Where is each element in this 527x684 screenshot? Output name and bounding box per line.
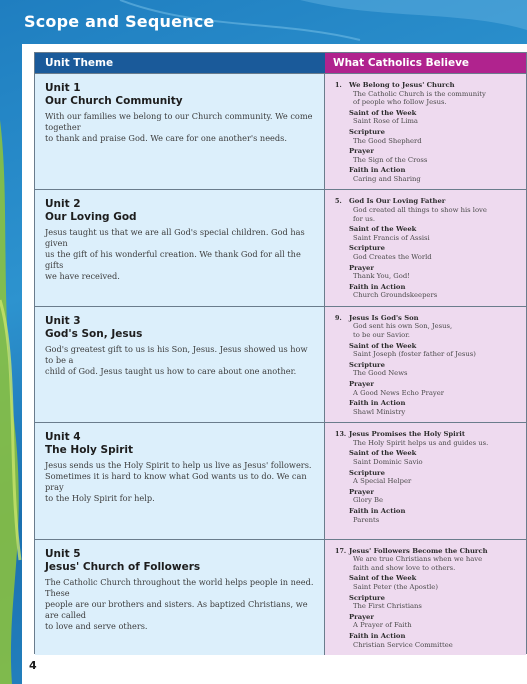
content-panel <box>22 44 527 684</box>
lesson <box>335 314 520 417</box>
lesson-body <box>349 547 520 650</box>
header-unit-theme: Unit Theme <box>35 53 325 73</box>
lesson-desc-line: God created all things to show his love <box>353 205 487 214</box>
prayer-label: Prayer <box>349 147 374 156</box>
lesson-body <box>349 81 520 184</box>
unit-number: Unit 3 <box>45 314 81 327</box>
desc-line: God's greatest gift to us is his Son, Jesus. Jesus showed us how to be a <box>45 343 308 365</box>
scripture-value: The Good Shepherd <box>353 136 422 145</box>
desc-line: Jesus sends us the Holy Spirit to help us live as Jesus' followers. <box>45 460 312 471</box>
table-row <box>35 422 526 538</box>
desc-line: Sometimes it is hard to know what God wants us to do. We can pray <box>45 471 307 493</box>
lesson <box>335 547 520 650</box>
scripture-value: A Special Helper <box>353 477 412 486</box>
lesson-body <box>349 197 520 300</box>
prayer-label: Prayer <box>349 379 374 388</box>
lesson-desc-line: faith and show love to others. <box>353 563 456 572</box>
page-number: 4 <box>29 659 37 672</box>
desc-line: to love and serve others. <box>45 620 148 631</box>
believe-cell <box>325 540 526 655</box>
lesson-desc-line: for us. <box>353 214 376 223</box>
desc-line: child of God. Jesus taught us how to care about one another. <box>45 365 297 376</box>
desc-line: us the gift of his wonderful creation. We thank God for all the gifts <box>45 249 301 271</box>
unit-number: Unit 5 <box>45 547 81 560</box>
unit-theme-cell <box>35 74 325 189</box>
desc-line: we have received. <box>45 271 120 282</box>
saint-value: Saint Rose of Lima <box>353 117 418 126</box>
believe-cell <box>325 307 526 422</box>
unit-number: Unit 2 <box>45 198 81 211</box>
lesson <box>335 430 520 524</box>
lesson-title: Jesus Is God's Son <box>349 313 419 322</box>
lesson-title: Jesus Promises the Holy Spirit <box>349 430 466 439</box>
lesson-number: 13. <box>335 430 347 439</box>
desc-line: The Catholic Church throughout the world helps people in need. These <box>45 576 314 598</box>
faith-label: Faith in Action <box>349 631 406 640</box>
unit-number: Unit 4 <box>45 431 81 444</box>
table-row <box>35 73 526 189</box>
prayer-label: Prayer <box>349 487 374 496</box>
lesson-desc-line: The Holy Spirit helps us and guides us. <box>353 438 489 447</box>
unit-name: Our Church Community <box>45 95 183 107</box>
unit-description <box>45 111 316 144</box>
table-header <box>35 53 526 73</box>
unit-name: Jesus' Church of Followers <box>45 560 201 573</box>
scripture-label: Scripture <box>349 593 385 602</box>
faith-label: Faith in Action <box>349 399 406 408</box>
scripture-value: The First Christians <box>353 602 422 611</box>
lesson <box>335 197 520 300</box>
prayer-label: Prayer <box>349 612 374 621</box>
desc-line: Jesus taught us that we are all God's special children. God has given <box>45 227 305 249</box>
lesson-desc-line: to be our Savior. <box>353 330 410 339</box>
saint-label: Saint of the Week <box>349 574 417 583</box>
faith-value: Church Groundskeepers <box>353 291 438 300</box>
scripture-label: Scripture <box>349 244 385 253</box>
table-row <box>35 189 526 305</box>
faith-value: Caring and Sharing <box>353 174 421 183</box>
faith-label: Faith in Action <box>349 506 406 515</box>
lesson-title: We Belong to Jesus' Church <box>349 81 455 89</box>
lesson-body <box>349 314 520 417</box>
unit-theme-cell <box>35 307 325 422</box>
unit-description <box>45 577 316 632</box>
desc-line: to thank and praise God. We care for one another's needs. <box>45 133 287 143</box>
scripture-label: Scripture <box>349 360 385 369</box>
unit-theme-cell <box>35 190 325 305</box>
lesson-desc-line: of people who follow Jesus. <box>353 98 447 107</box>
lesson-number: 5. <box>335 197 342 206</box>
saint-label: Saint of the Week <box>349 449 417 458</box>
unit-description <box>45 344 316 377</box>
believe-cell <box>325 190 526 305</box>
lesson <box>335 81 520 184</box>
scope-table <box>34 52 527 654</box>
lesson-title: God Is Our Loving Father <box>349 197 446 206</box>
desc-line: people are our brothers and sisters. As baptized Christians, we are called <box>45 598 308 620</box>
scripture-value: The Good News <box>353 369 408 378</box>
saint-value: Saint Francis of Assisi <box>353 233 430 242</box>
unit-number: Unit 1 <box>45 82 81 94</box>
faith-value: Shawl Ministry <box>353 407 406 416</box>
unit-name: Our Loving God <box>45 211 137 224</box>
desc-line: With our families we belong to our Church community. We come together <box>45 111 313 132</box>
saint-label: Saint of the Week <box>349 108 417 117</box>
lesson-number: 9. <box>335 313 342 322</box>
saint-label: Saint of the Week <box>349 225 417 234</box>
believe-cell <box>325 423 526 538</box>
unit-theme-cell <box>35 423 325 538</box>
faith-value: Christian Service Committee <box>353 640 453 649</box>
lesson-number: 1. <box>335 81 342 89</box>
unit-theme-cell <box>35 540 325 655</box>
lesson-number: 17. <box>335 546 347 555</box>
page-title: Scope and Sequence <box>24 12 215 31</box>
desc-line: to the Holy Spirit for help. <box>45 493 155 504</box>
saint-value: Saint Joseph (foster father of Jesus) <box>353 350 476 359</box>
prayer-value: Thank You, God! <box>353 272 410 281</box>
unit-name: God's Son, Jesus <box>45 327 143 340</box>
lesson-desc-line: God sent his own Son, Jesus, <box>353 322 453 331</box>
prayer-value: The Sign of the Cross <box>353 155 428 164</box>
prayer-value: A Prayer of Faith <box>353 621 412 630</box>
unit-description <box>45 227 316 282</box>
saint-value: Saint Peter (the Apostle) <box>353 582 438 591</box>
faith-label: Faith in Action <box>349 166 406 175</box>
faith-label: Faith in Action <box>349 282 406 291</box>
saint-label: Saint of the Week <box>349 341 417 350</box>
lesson-title: Jesus' Followers Become the Church <box>349 546 488 555</box>
scripture-value: God Creates the World <box>353 252 432 261</box>
faith-value: Parents <box>353 515 380 524</box>
prayer-label: Prayer <box>349 263 374 272</box>
saint-value: Saint Dominic Savio <box>353 457 423 466</box>
prayer-value: A Good News Echo Prayer <box>353 388 445 397</box>
lesson-desc-line: We are true Christians when we have <box>353 555 483 564</box>
header-what-catholics-believe: What Catholics Believe <box>325 53 526 73</box>
prayer-value: Glory Be <box>353 496 383 505</box>
lesson-body <box>349 430 520 524</box>
lesson-desc-line: The Catholic Church is the community <box>353 89 486 98</box>
table-row <box>35 539 526 655</box>
scripture-label: Scripture <box>349 468 385 477</box>
believe-cell <box>325 74 526 189</box>
scripture-label: Scripture <box>349 127 385 136</box>
unit-name: The Holy Spirit <box>45 444 133 457</box>
table-row <box>35 306 526 422</box>
unit-description <box>45 460 316 504</box>
